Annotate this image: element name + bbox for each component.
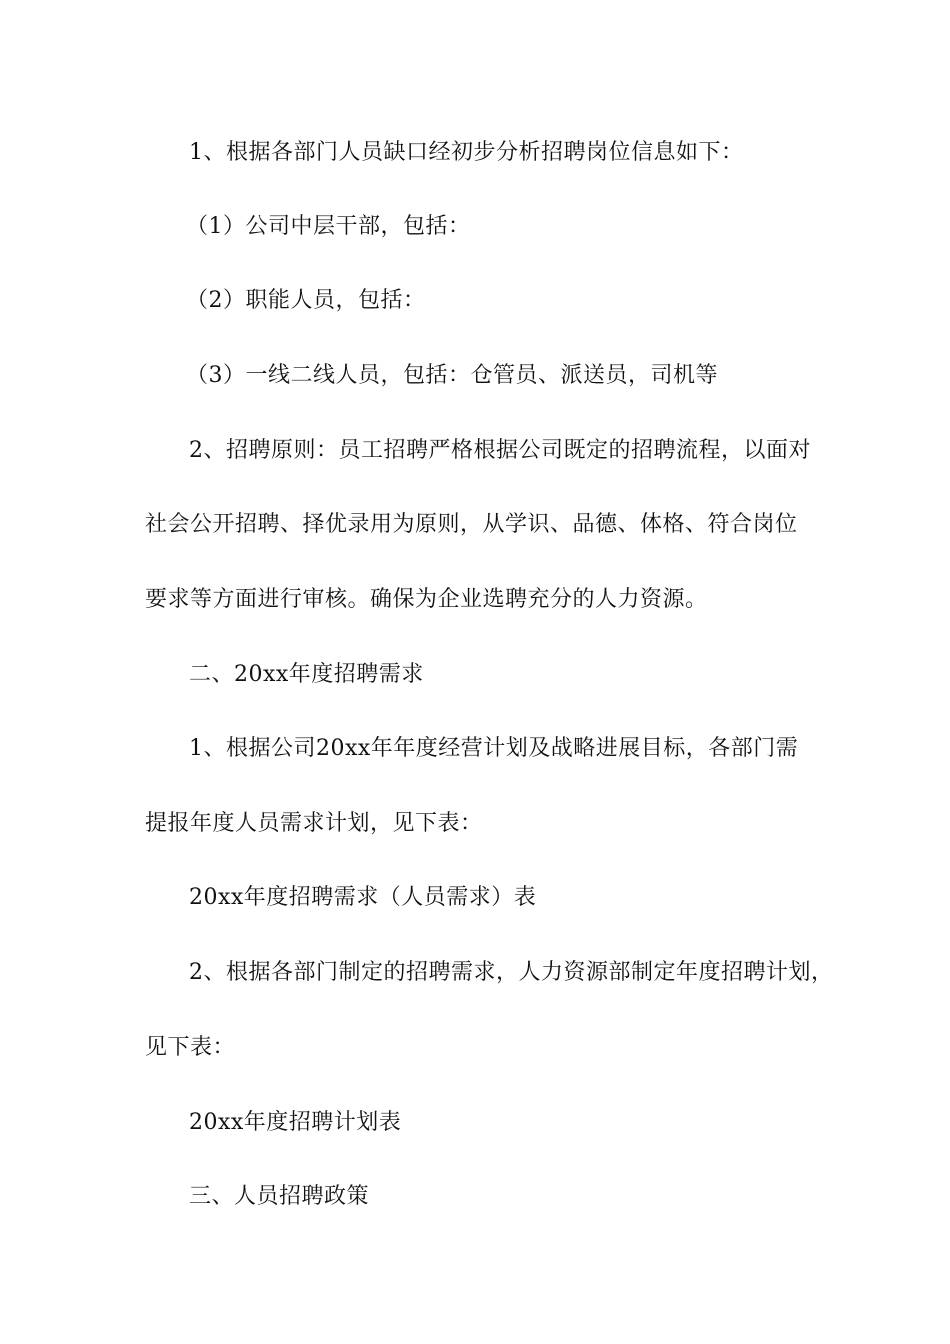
table-caption-demand: 20xx年度招聘需求（人员需求）表 [189,885,537,910]
paragraph-recruitment-principle-line2: 社会公开招聘、择优录用为原则，从学识、品德、体格、符合岗位 [145,512,798,537]
table-caption-plan: 20xx年度招聘计划表 [189,1110,402,1135]
list-item-frontline-staff: （3）一线二线人员，包括：仓管员、派送员，司机等 [186,363,718,388]
list-item-functional-staff: （2）职能人员，包括： [186,288,426,313]
paragraph-annual-plan-line1: 1、根据公司20xx年年度经营计划及战略进展目标，各部门需 [189,736,799,761]
paragraph-hr-plan-line2: 见下表： [145,1035,236,1060]
paragraph-recruitment-principle-line3: 要求等方面进行审核。确保为企业选聘充分的人力资源。 [145,587,708,612]
section-heading-recruitment-policy: 三、人员招聘政策 [189,1184,370,1209]
paragraph-recruitment-principle-line1: 2、招聘原则：员工招聘严格根据公司既定的招聘流程，以面对 [189,438,811,463]
paragraph-annual-plan-line2: 提报年度人员需求计划，见下表： [145,811,483,836]
paragraph-recruitment-positions: 1、根据各部门人员缺口经初步分析招聘岗位信息如下： [189,140,744,165]
section-heading-annual-demand: 二、20xx年度招聘需求 [189,662,424,687]
list-item-middle-management: （1）公司中层干部，包括： [186,214,471,239]
paragraph-hr-plan-line1: 2、根据各部门制定的招聘需求，人力资源部制定年度招聘计划， [189,960,834,985]
